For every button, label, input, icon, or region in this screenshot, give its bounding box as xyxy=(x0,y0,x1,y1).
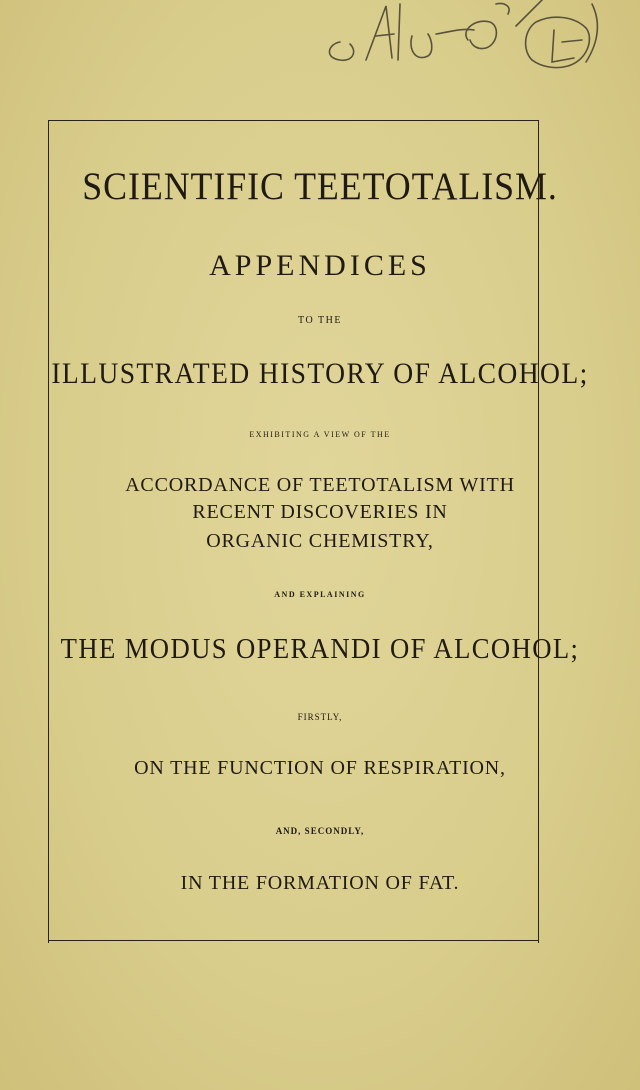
connector-exhibiting: EXHIBITING A VIEW OF THE xyxy=(249,430,391,439)
history-title: ILLUSTRATED HISTORY OF ALCOHOL; xyxy=(51,357,589,390)
handwritten-shelfmark xyxy=(300,0,620,100)
title-border-bottom-rule xyxy=(48,940,539,944)
book-title: SCIENTIFIC TEETOTALISM. xyxy=(82,165,558,208)
connector-and-explaining: AND EXPLAINING xyxy=(274,590,366,599)
accordance-line-1: ACCORDANCE OF TEETOTALISM WITH xyxy=(125,474,515,496)
accordance-line-3: ORGANIC CHEMISTRY, xyxy=(206,530,434,552)
connector-to-the: TO THE xyxy=(298,315,342,326)
modus-operandi-title: THE MODUS OPERANDI OF ALCOHOL; xyxy=(60,633,580,665)
connector-secondly: AND, SECONDLY, xyxy=(275,826,365,836)
fat-line: IN THE FORMATION OF FAT. xyxy=(180,872,460,894)
accordance-line-2: RECENT DISCOVERIES IN xyxy=(192,501,448,523)
book-subtitle: APPENDICES xyxy=(209,249,431,282)
connector-firstly: FIRSTLY, xyxy=(297,712,343,722)
respiration-line: ON THE FUNCTION OF RESPIRATION, xyxy=(134,757,506,779)
